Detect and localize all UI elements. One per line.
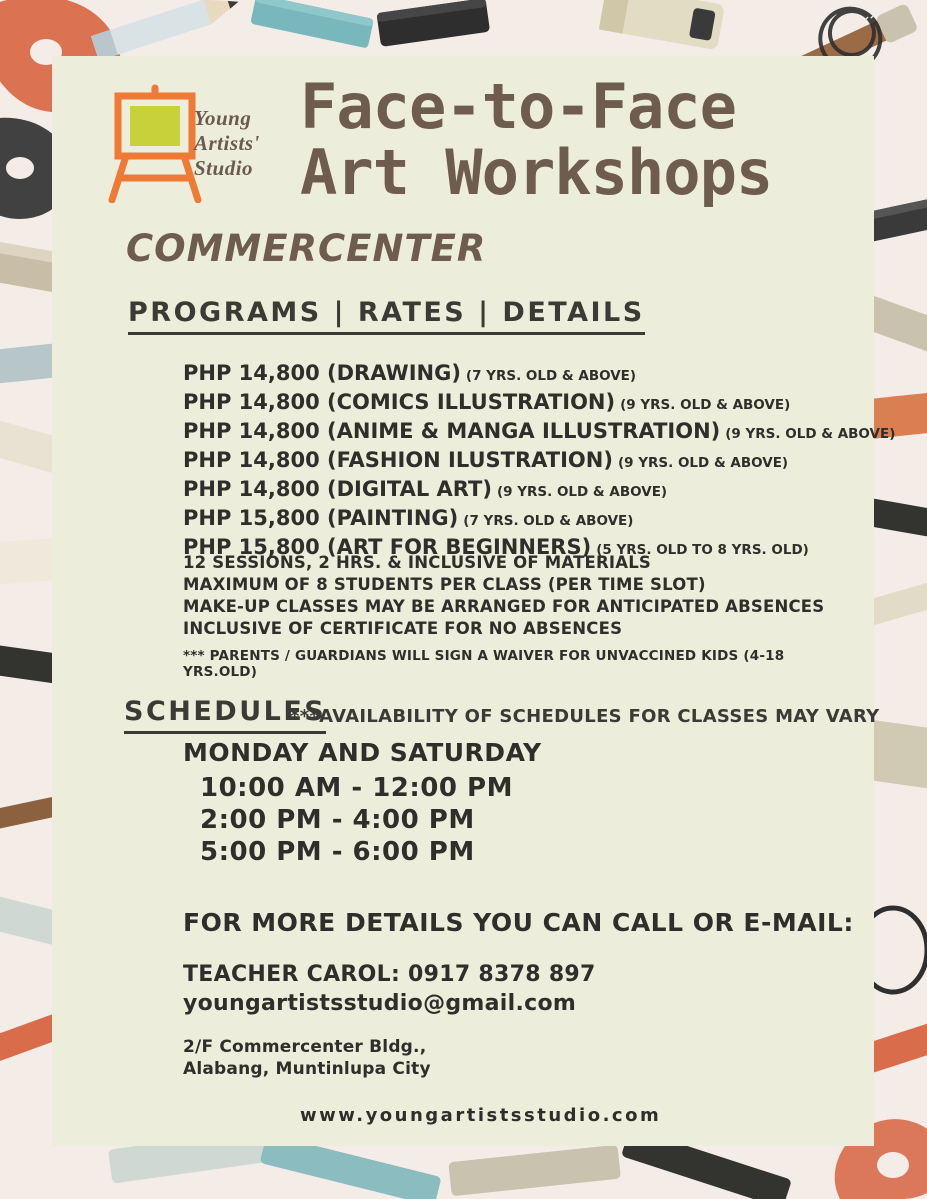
price-label: PHP 15,800 (PAINTING): [183, 506, 459, 530]
note-line: MAXIMUM OF 8 STUDENTS PER CLASS (PER TIME SLOT): [183, 575, 706, 594]
note-line: 12 SESSIONS, 2 HRS. & INCLUSIVE OF MATERIALS: [183, 553, 652, 572]
price-label: PHP 14,800 (FASHION ILUSTRATION): [183, 448, 613, 472]
price-list: [183, 360, 896, 563]
schedule-time-list: [200, 772, 513, 868]
title-line-2: Art Workshops: [300, 136, 773, 209]
list-item: 10:00 AM - 12:00 PM: [200, 773, 513, 803]
waiver-note: *** PARENTS / GUARDIANS WILL SIGN A WAIVER FOR UNVACCINED KIDS (4-18 YRS.OLD): [183, 648, 785, 680]
logo-line-2: Artists': [194, 131, 260, 155]
programs-section-heading: PROGRAMS | RATES | DETAILS: [128, 297, 645, 335]
age-label: (9 YRS. OLD & ABOVE): [617, 455, 789, 471]
list-item: [183, 360, 863, 389]
age-label: (9 YRS. OLD & ABOVE): [496, 484, 668, 500]
price-label: PHP 14,800 (COMICS ILLUSTRATION): [183, 390, 616, 414]
logo-line-1: Young: [194, 106, 252, 130]
address-block: [183, 1036, 431, 1080]
schedules-section-heading: SCHEDULES: [124, 696, 326, 734]
address-line-1: 2/F Commercenter Bldg.,: [183, 1037, 427, 1057]
price-label: PHP 14,800 (DRAWING): [183, 361, 461, 385]
website-link[interactable]: www.youngartistsstudio.com: [300, 1105, 662, 1126]
list-item: 5:00 PM - 6:00 PM: [200, 837, 475, 867]
schedule-days: MONDAY AND SATURDAY: [183, 738, 542, 767]
page-title: [300, 70, 870, 209]
note-line: INCLUSIVE OF CERTIFICATE FOR NO ABSENCES: [183, 619, 623, 638]
list-item: [183, 418, 896, 447]
program-notes: [183, 552, 843, 680]
address-line-2: Alabang, Muntinlupa City: [183, 1059, 431, 1079]
brand-logo: [104, 78, 294, 208]
contact-phone[interactable]: TEACHER CAROL: 0917 8378 897: [183, 962, 596, 987]
list-item: [183, 476, 863, 505]
age-label: (7 YRS. OLD & ABOVE): [465, 368, 637, 384]
contact-details: [183, 960, 596, 1018]
list-item: [183, 389, 863, 418]
list-item: [183, 505, 863, 534]
logo-wordmark: [194, 106, 260, 181]
title-line-1: Face-to-Face: [300, 70, 736, 143]
contact-heading: FOR MORE DETAILS YOU CAN CALL OR E-MAIL:: [183, 908, 854, 937]
location-subtitle: COMMERCENTER: [126, 227, 487, 270]
contact-email[interactable]: youngartistsstudio@gmail.com: [183, 991, 577, 1016]
price-label: PHP 14,800 (DIGITAL ART): [183, 477, 492, 501]
list-item: 2:00 PM - 4:00 PM: [200, 805, 475, 835]
note-line: MAKE-UP CLASSES MAY BE ARRANGED FOR ANTICIPATED ABSENCES: [183, 597, 825, 616]
age-label: (9 YRS. OLD & ABOVE): [620, 397, 791, 413]
age-label: (9 YRS. OLD & ABOVE): [725, 426, 896, 442]
logo-line-3: Studio: [194, 156, 254, 180]
list-item: [183, 447, 863, 476]
schedule-availability-note: ***AVAILABILITY OF SCHEDULES FOR CLASSES MAY VARY: [290, 706, 880, 727]
price-label: PHP 14,800 (ANIME & MANGA ILLUSTRATION): [183, 419, 721, 443]
age-label: (7 YRS. OLD & ABOVE): [463, 513, 634, 529]
price-label: PHP 15,800 (ART FOR BEGINNERS): [183, 535, 592, 559]
age-label: (5 YRS. OLD TO 8 YRS. OLD): [596, 542, 809, 558]
